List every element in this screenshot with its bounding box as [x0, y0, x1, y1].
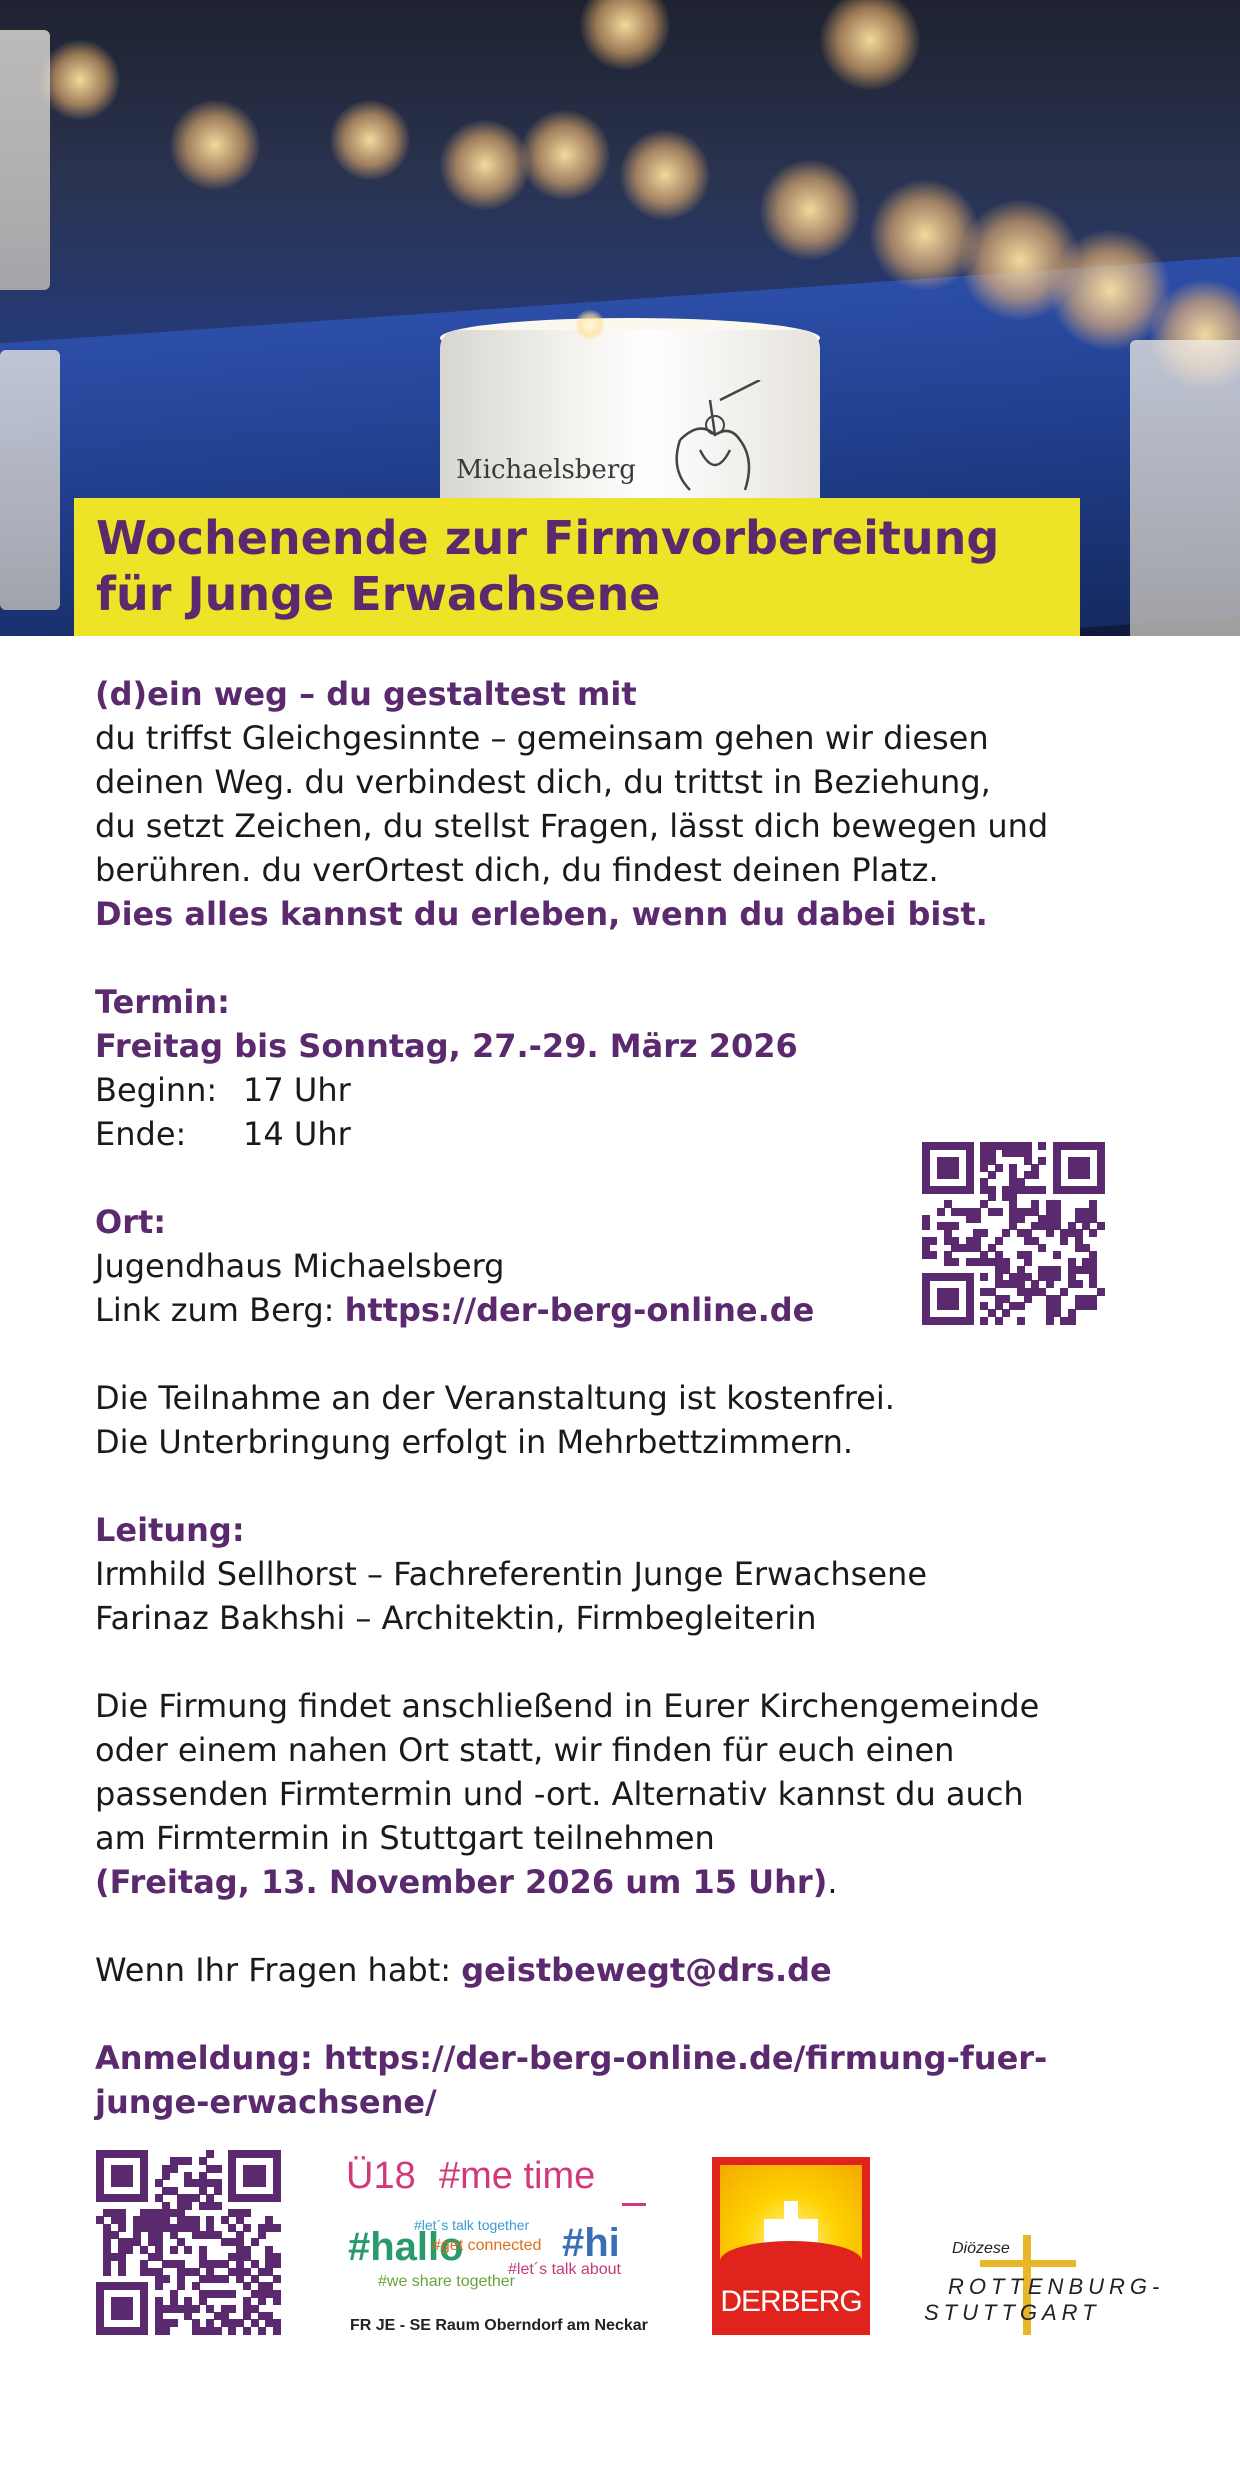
qr-module — [929, 1237, 937, 1245]
candle-glow — [40, 40, 120, 120]
candle-glow — [440, 120, 530, 210]
firmung-line: passenden Firmtermin und -ort. Alternativ kannst du auch — [95, 1775, 1024, 1813]
ort-place: Jugendhaus Michaelsberg — [95, 1247, 505, 1285]
ort-heading: Ort: — [95, 1203, 167, 1241]
contact-prefix: Wenn Ihr Fragen habt: — [95, 1951, 462, 1989]
qr-module — [1053, 1273, 1061, 1281]
qr-module — [214, 2202, 222, 2210]
qr-module — [988, 1193, 996, 1201]
termin-heading: Termin: — [95, 983, 230, 1021]
qr-module — [170, 2319, 178, 2327]
qr-module — [966, 1186, 974, 1194]
candle-glow — [620, 130, 710, 220]
end-value: 14 Uhr — [243, 1115, 351, 1153]
qr-module — [243, 2209, 251, 2217]
background-candle — [0, 350, 60, 610]
qr-module — [1031, 1171, 1039, 1179]
candle-glow — [330, 100, 410, 180]
qr-module — [162, 2327, 170, 2335]
u18-logo — [344, 2155, 654, 2345]
background-candle — [0, 30, 50, 290]
qr-module — [243, 2327, 251, 2335]
firmung-date-suffix: . — [827, 1863, 838, 1901]
begin-label: Beginn: — [95, 1071, 218, 1109]
qr-module — [125, 2312, 133, 2320]
qr-module — [118, 2268, 126, 2276]
ort-link-prefix: Link zum Berg: — [95, 1291, 345, 1329]
qr-module — [243, 2224, 251, 2232]
qr-module — [966, 1317, 974, 1325]
qr-module — [1002, 1229, 1010, 1237]
contact-line — [95, 1948, 1155, 1992]
leitung-person: Farinaz Bakhshi – Architektin, Firmbegleiterin — [95, 1599, 817, 1637]
info-line: Die Unterbringung erfolgt in Mehrbettzimmern. — [95, 1423, 854, 1461]
qr-module — [951, 1222, 959, 1230]
dioezese-line-1: ROTTENBURG- — [948, 2274, 1165, 2299]
intro-heading: (d)ein weg – du gestaltest mit — [95, 675, 637, 713]
tag: #hallo — [348, 2225, 464, 2269]
qr-module — [1046, 1229, 1054, 1237]
qr-module — [1024, 1258, 1032, 1266]
intro-highlight: Dies alles kannst du erleben, wenn du dabei bist. — [95, 895, 988, 933]
qr-module — [162, 2172, 170, 2180]
candle-glow — [820, 0, 920, 90]
tag: #we share together — [378, 2273, 515, 2290]
qr-module — [980, 1317, 988, 1325]
qr-module — [1017, 1317, 1025, 1325]
qr-module — [221, 2275, 229, 2283]
tag: #hi — [562, 2221, 620, 2265]
qr-module — [184, 2157, 192, 2165]
qr-module — [937, 1208, 945, 1216]
title-line-2: für Junge Erwachsene — [96, 567, 661, 621]
anmeldung-link[interactable]: Anmeldung: https://der-berg-online.de/firmung-fuer- — [95, 2039, 1048, 2077]
qr-module — [1038, 1244, 1046, 1252]
qr-module — [214, 2187, 222, 2195]
dioezese-label: Diözese — [952, 2240, 1010, 2257]
title-line-1: Wochenende zur Firmvorbereitung — [96, 511, 1000, 565]
qr-module — [273, 2275, 281, 2283]
termin-begin — [95, 1068, 1155, 1112]
qr-module — [228, 2327, 236, 2335]
qr-module — [1053, 1251, 1061, 1259]
qr-module — [1038, 1186, 1046, 1194]
candle-glow — [580, 0, 670, 70]
qr-module — [251, 2238, 259, 2246]
u18-caption: FR JE - SE Raum Oberndorf am Neckar — [350, 2317, 648, 2334]
qr-module — [258, 2231, 266, 2239]
qr-module — [995, 1317, 1003, 1325]
tag: #let´s talk together — [414, 2217, 530, 2233]
qr-module — [1017, 1215, 1025, 1223]
qr-module — [273, 2297, 281, 2305]
candle-flame — [575, 310, 605, 340]
dioezese-logo — [920, 2230, 1165, 2340]
qr-module — [273, 2260, 281, 2268]
main-content — [95, 672, 1155, 2124]
qr-module — [214, 2327, 222, 2335]
qr-module — [951, 1171, 959, 1179]
firmung-date-line — [95, 1860, 1155, 1904]
end-label: Ende: — [95, 1115, 187, 1153]
firmung-date: (Freitag, 13. November 2026 um 15 Uhr) — [95, 1863, 828, 1901]
qr-module — [1097, 1288, 1105, 1296]
qr-module — [1089, 1229, 1097, 1237]
qr-module — [995, 1208, 1003, 1216]
qr-module — [1038, 1142, 1046, 1150]
qr-module — [951, 1302, 959, 1310]
qr-module — [103, 2268, 111, 2276]
qr-module — [995, 1164, 1003, 1172]
qr-code-anmeldung — [96, 2150, 280, 2334]
candle-glow — [760, 160, 860, 260]
qr-module — [1024, 1295, 1032, 1303]
qr-module — [140, 2194, 148, 2202]
termin-date: Freitag bis Sonntag, 27.-29. März 2026 — [95, 1027, 798, 1065]
qr-module — [140, 2327, 148, 2335]
qr-module — [125, 2246, 133, 2254]
qr-module — [980, 1229, 988, 1237]
derberg-logo — [712, 2157, 870, 2335]
qr-module — [258, 2179, 266, 2187]
angel-illustration — [660, 380, 770, 500]
qr-module — [162, 2275, 170, 2283]
firmung-line: oder einem nahen Ort statt, wir finden für euch einen — [95, 1731, 955, 1769]
leitung-person: Irmhild Sellhorst – Fachreferentin Junge Erwachsene — [95, 1555, 927, 1593]
leitung-heading: Leitung: — [95, 1511, 245, 1549]
u18-text: Ü18 — [346, 2155, 416, 2197]
qr-module — [980, 1273, 988, 1281]
qr-module — [258, 2327, 266, 2335]
qr-module — [1002, 1309, 1010, 1317]
qr-module — [273, 2327, 281, 2335]
qr-module — [1017, 1302, 1025, 1310]
qr-module — [273, 2194, 281, 2202]
intro-line: deinen Weg. du verbindest dich, du trittst in Beziehung, — [95, 763, 991, 801]
candle-label: Michaelsberg — [456, 455, 636, 485]
qr-module — [1097, 1186, 1105, 1194]
qr-module — [125, 2179, 133, 2187]
qr-module — [929, 1251, 937, 1259]
qr-module — [118, 2224, 126, 2232]
qr-module — [951, 1258, 959, 1266]
qr-module — [1046, 1317, 1054, 1325]
qr-module — [1060, 1237, 1068, 1245]
begin-value: 17 Uhr — [243, 1071, 351, 1109]
qr-module — [258, 2297, 266, 2305]
firmung-line: am Firmtermin in Stuttgart teilnehmen — [95, 1819, 715, 1857]
title-banner — [74, 498, 1080, 636]
qr-module — [922, 1222, 930, 1230]
qr-module — [228, 2290, 236, 2298]
qr-module — [170, 2246, 178, 2254]
qr-module — [1068, 1317, 1076, 1325]
tag: #get connected — [432, 2237, 542, 2254]
qr-module — [155, 2282, 163, 2290]
qr-code-berg — [922, 1142, 1104, 1324]
qr-module — [206, 2150, 214, 2158]
qr-module — [177, 2282, 185, 2290]
info-line: Die Teilnahme an der Veranstaltung ist kostenfrei. — [95, 1379, 895, 1417]
qr-module — [988, 1171, 996, 1179]
metime-text: #me time — [439, 2155, 596, 2197]
anmeldung-link-cont[interactable]: junge-erwachsene/ — [95, 2083, 437, 2121]
qr-module — [1046, 1280, 1054, 1288]
tag: #let´s talk about — [508, 2261, 621, 2278]
contact-email-link[interactable]: geistbewegt@drs.de — [461, 1951, 832, 1989]
qr-module — [1060, 1288, 1068, 1296]
qr-module — [170, 2165, 178, 2173]
candle-glow — [170, 100, 260, 190]
qr-module — [1089, 1302, 1097, 1310]
qr-module — [184, 2246, 192, 2254]
qr-module — [1038, 1157, 1046, 1165]
qr-module — [1075, 1280, 1083, 1288]
qr-module — [214, 2165, 222, 2173]
page-title — [96, 510, 999, 622]
dioezese-line-2: STUTTGART — [924, 2300, 1101, 2325]
intro-line: du setzt Zeichen, du stellst Fragen, lässt dich bewegen und — [95, 807, 1049, 845]
qr-module — [228, 2305, 236, 2313]
intro-line: berühren. du verOrtest dich, du findest deinen Platz. — [95, 851, 939, 889]
qr-module — [1082, 1171, 1090, 1179]
qr-module — [184, 2202, 192, 2210]
qr-module — [273, 2224, 281, 2232]
berg-link[interactable]: https://der-berg-online.de — [344, 1291, 815, 1329]
derberg-name: DERBERG — [720, 2285, 862, 2318]
firmung-line: Die Firmung findet anschließend in Eurer Kirchengemeinde — [95, 1687, 1040, 1725]
qr-module — [1097, 1222, 1105, 1230]
candle-glow — [520, 110, 610, 200]
qr-module — [192, 2305, 200, 2313]
qr-module — [995, 1237, 1003, 1245]
qr-module — [973, 1215, 981, 1223]
intro-line: du triffst Gleichgesinnte – gemeinsam gehen wir diesen — [95, 719, 989, 757]
background-candle — [1130, 340, 1240, 636]
